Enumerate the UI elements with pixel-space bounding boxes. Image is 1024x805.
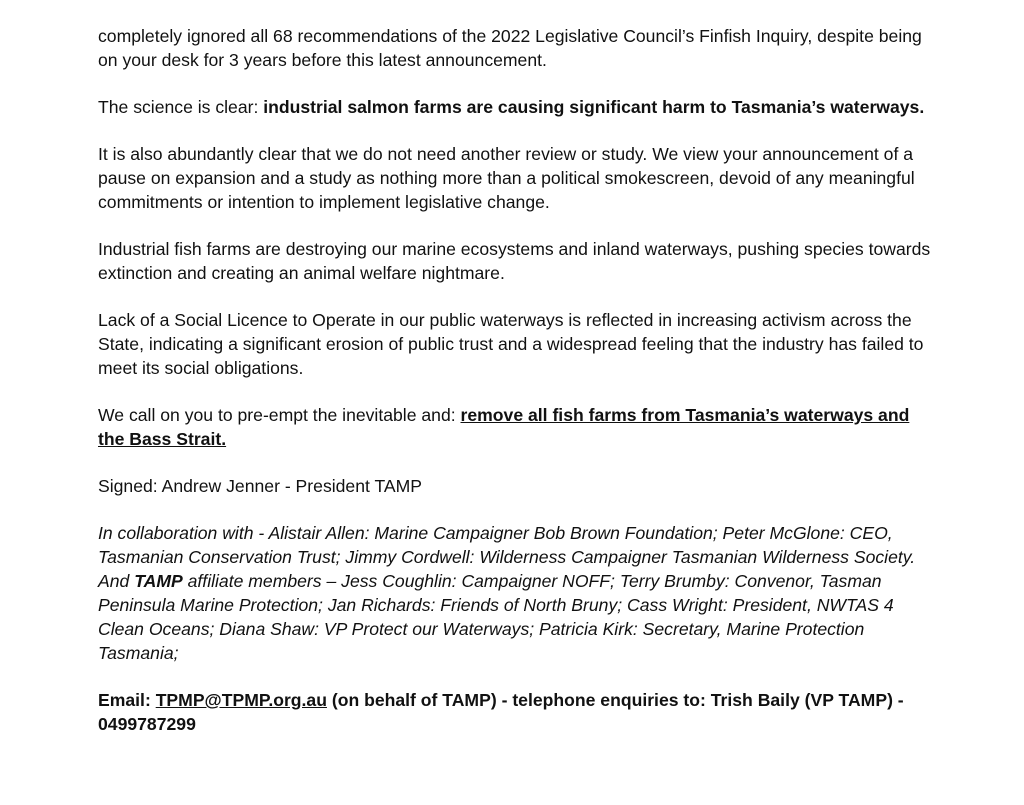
letter-body <box>98 24 938 736</box>
paragraph-finfish-inquiry <box>98 24 938 72</box>
signature-text: Signed: Andrew Jenner - President TAMP <box>98 476 423 496</box>
paragraph-ecosystems <box>98 237 938 285</box>
signature-line <box>98 474 938 498</box>
collaboration-text-1: In collaboration with - Alistair Allen: Marine Campaigner Bob Brown Foundation; Peter McGlone: CEO, Tasmanian Conservation Trust; Jimmy Cordwell: Wilderness Campaigner Tasmanian Wilderness Society. And <box>98 523 916 591</box>
paragraph-text: Lack of a Social Licence to Operate in our public waterways is reflected in increasing activism across the State, indicating a significant erosion of public trust and a widespread feeling that the industry has failed to meet its social obligations. <box>98 310 924 378</box>
paragraph-no-review <box>98 142 938 214</box>
paragraph-demand: remove all fish farms from Tasmania’s waterways and the Bass Strait. <box>98 405 910 449</box>
paragraph-social-licence <box>98 308 938 380</box>
paragraph-lead-text: The science is clear: <box>98 97 264 117</box>
paragraph-lead-text: We call on you to pre-empt the inevitable and: <box>98 405 461 425</box>
paragraph-science <box>98 95 938 119</box>
collaboration-org: TAMP <box>134 571 183 591</box>
contact-line <box>98 688 938 736</box>
collaboration-text-2: affiliate members – Jess Coughlin: Campaigner NOFF; Terry Brumby: Convenor, Tasman Peninsula Marine Protection; Jan Richards: Friends of North Bruny; Cass Wright: President, NWTAS 4 Clean Oceans; Diana Shaw: VP Protect our Waterways; Patricia Kirk: Secretary, Marine Protection Tasmania; <box>98 571 894 663</box>
paragraph-text: It is also abundantly clear that we do not need another review or study. We view your announcement of a pause on expansion and a study as nothing more than a political smokescreen, devoid of any meaningful commitments or intention to implement legislative change. <box>98 144 915 212</box>
paragraph-text: completely ignored all 68 recommendations of the 2022 Legislative Council’s Finfish Inquiry, despite being on your desk for 3 years before this latest announcement. <box>98 26 922 70</box>
paragraph-call-to-action <box>98 403 938 451</box>
collaboration-note <box>98 521 938 665</box>
email-link[interactable]: TPMP@TPMP.org.au <box>155 690 327 710</box>
contact-label: Email: <box>98 690 156 710</box>
paragraph-emphasis: industrial salmon farms are causing significant harm to Tasmania’s waterways. <box>263 97 925 117</box>
paragraph-text: Industrial fish farms are destroying our marine ecosystems and inland waterways, pushing species towards extinction and creating an animal welfare nightmare. <box>98 239 931 283</box>
contact-details: (on behalf of TAMP) - telephone enquiries to: Trish Baily (VP TAMP) - 0499787299 <box>98 690 904 734</box>
